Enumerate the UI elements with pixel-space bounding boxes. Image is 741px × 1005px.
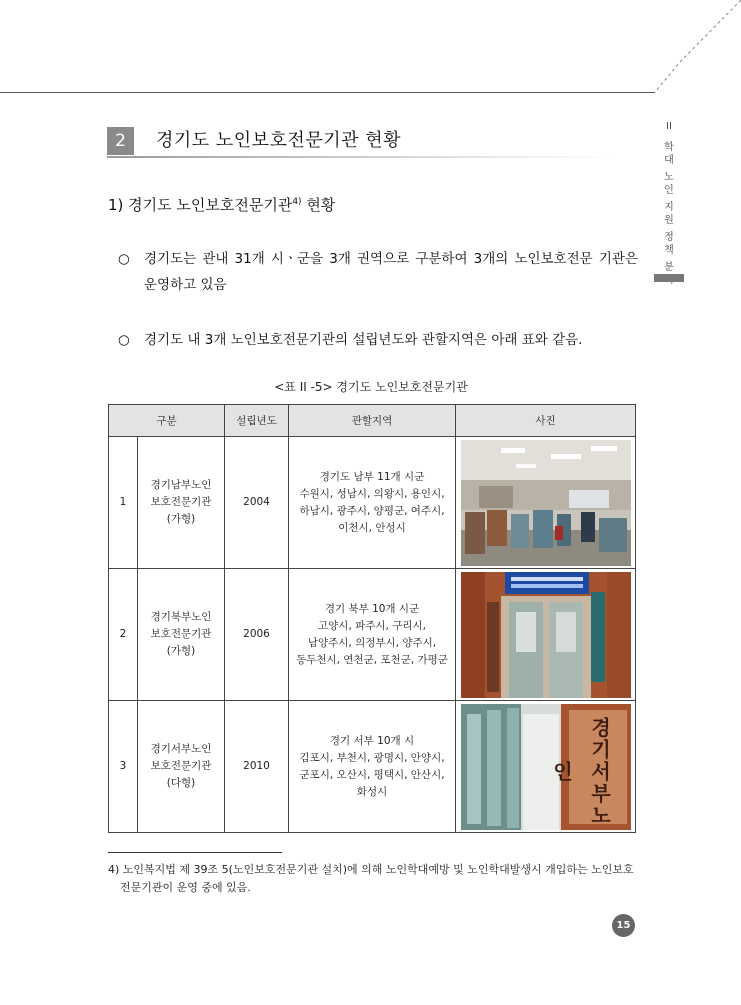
institution-name (138, 437, 225, 569)
side-title-char: 학 (664, 142, 674, 153)
name-line: 경기서부노인 (150, 743, 212, 755)
name-line: (가형) (166, 645, 196, 657)
header-rule (0, 92, 655, 93)
side-title-char: 분 (664, 262, 674, 273)
photo-cell (456, 437, 636, 569)
section-heading (107, 127, 612, 155)
bullet-item (118, 327, 638, 353)
established-year: 2010 (225, 701, 289, 833)
bullet-text: 경기도 내 3개 노인보호전문기관의 설립년도와 관할지역은 아래 표와 같음. (144, 332, 583, 348)
header-area: 관할지역 (289, 405, 456, 437)
row-number: 1 (109, 437, 138, 569)
name-line: (다형) (166, 777, 196, 789)
subsection-heading (108, 190, 335, 217)
side-title-char: 인 (664, 185, 674, 196)
jurisdiction (289, 569, 456, 701)
section-underline (107, 156, 612, 158)
institution-name (138, 569, 225, 701)
jurisdiction (289, 701, 456, 833)
side-chapter-number: II (666, 121, 672, 132)
bullet-item (118, 246, 638, 298)
side-chapter-label (662, 120, 676, 287)
footnote (108, 861, 636, 897)
area-line: 경기 서부 10개 시 (329, 734, 415, 747)
west-office-entrance-photo (461, 704, 631, 830)
area-line: 경기 북부 10개 시군 (324, 602, 420, 615)
footnote-line: 4) 노인복지법 제 39조 5(노인보호전문기관 설치)에 의해 노인학대예방 및 노인학대발생시 개입하는 노인보호 (108, 863, 634, 876)
area-line: 화성시 (356, 785, 388, 798)
side-title-char: 원 (664, 215, 674, 226)
photo-cell (456, 569, 636, 701)
footnote-rule (108, 852, 282, 853)
subsection-title-tail: 현황 (301, 196, 336, 214)
side-title-char: 노 (664, 172, 674, 183)
institutions-table (108, 404, 636, 833)
area-line: 김포시, 부천시, 광명시, 안양시, (299, 751, 445, 764)
page-corner-decoration (640, 0, 741, 100)
jurisdiction (289, 437, 456, 569)
area-line: 남양주시, 의정부시, 양주시, (307, 636, 437, 649)
side-title-char: 지 (664, 202, 674, 213)
institution-name (138, 701, 225, 833)
photo-cell (456, 701, 636, 833)
table-row (109, 701, 636, 833)
page-number: 15 (612, 914, 635, 937)
table-caption: <표 II -5> 경기도 노인보호전문기관 (274, 380, 468, 394)
subsection-title: 1) 경기도 노인보호전문기관 (108, 196, 293, 214)
area-line: 경기도 남부 11개 시군 (319, 470, 425, 483)
area-line: 수원시, 성남시, 의왕시, 용인시, (299, 487, 445, 500)
area-line: 하남시, 광주시, 양평군, 여주시, (299, 504, 445, 517)
table-row (109, 437, 636, 569)
side-title-char: 정 (664, 232, 674, 243)
footnote-ref: 4) (292, 197, 302, 207)
area-line: 고양시, 파주시, 구리시, (318, 619, 426, 632)
area-line: 동두천시, 연천군, 포천군, 가평군 (296, 653, 448, 666)
bullet-mark: ○ (118, 332, 130, 348)
sign-text: 경기서부노인 (549, 716, 612, 827)
table-row (109, 569, 636, 701)
row-number: 3 (109, 701, 138, 833)
area-line: 군포시, 오산시, 평택시, 안산시, (299, 768, 445, 781)
name-line: 보호전문기관 (150, 496, 212, 508)
header-photo: 사진 (456, 405, 636, 437)
side-title-char: 책 (664, 245, 674, 256)
bullet-text: 경기도는 관내 31개 시ㆍ군을 3개 권역으로 구분하여 3개의 노인보호전문 기관은 운영하고 있음 (144, 251, 638, 293)
table-header-row (109, 405, 636, 437)
side-title-char: 대 (664, 155, 674, 166)
office-interior-photo (461, 440, 631, 566)
name-line: 경기북부노인 (150, 611, 212, 623)
established-year: 2006 (225, 569, 289, 701)
side-marker-bar (654, 274, 684, 282)
established-year: 2004 (225, 437, 289, 569)
row-number: 2 (109, 569, 138, 701)
name-line: 보호전문기관 (150, 760, 212, 772)
name-line: 보호전문기관 (150, 628, 212, 640)
section-number: 2 (107, 127, 134, 155)
header-category: 구분 (109, 405, 225, 437)
entrance-door-photo (461, 572, 631, 698)
footnote-line: 전문기관이 운영 중에 있음. (120, 881, 251, 894)
header-year: 설립년도 (225, 405, 289, 437)
name-line: 경기남부노인 (150, 479, 212, 491)
section-title: 경기도 노인보호전문기관 현황 (156, 130, 401, 151)
name-line: (가형) (166, 513, 196, 525)
area-line: 이천시, 안성시 (338, 521, 406, 534)
bullet-mark: ○ (118, 251, 130, 267)
